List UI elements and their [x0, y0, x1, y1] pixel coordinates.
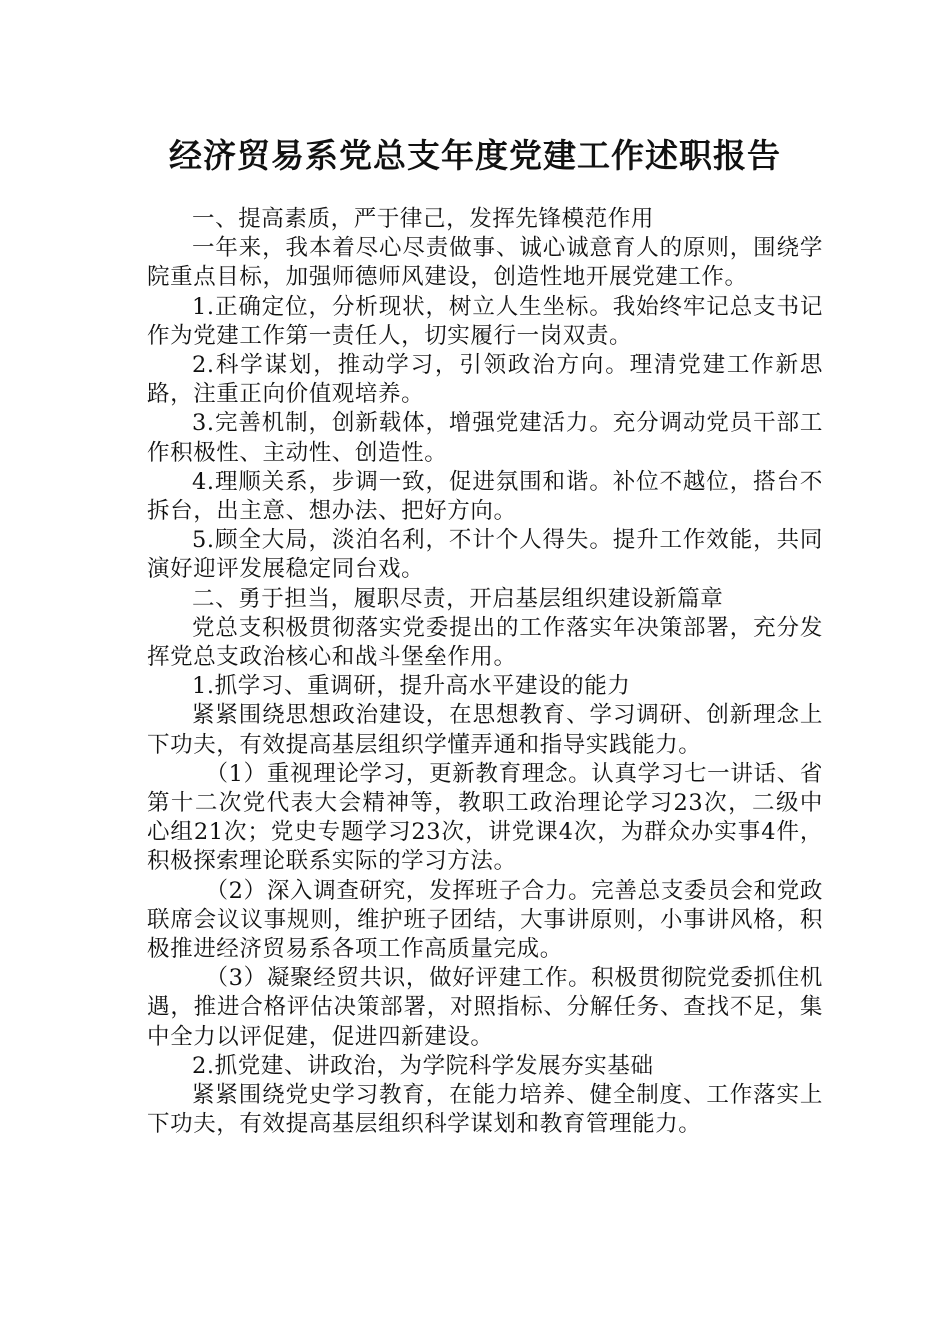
section-heading-1: 一、提高素质，严于律己，发挥先锋模范作用	[192, 206, 655, 232]
paragraph: （2）深入调查研究，发挥班子合力。完善总支委员会和党政联席会议议事规则，维护班子团结，大事讲原则，小事讲风格，积极推进经济贸易系各项工作高质量完成。	[147, 877, 823, 963]
subsection-heading: 2.抓党建、讲政治，为学院科学发展夯实基础	[192, 1052, 654, 1079]
paragraph: 3.完善机制，创新载体，增强党建活力。充分调动党员干部工作积极性、主动性、创造性。	[147, 410, 823, 466]
paragraph: （3）凝聚经贸共识，做好评建工作。积极贯彻院党委抓住机遇，推进合格评估决策部署，对照指标、分解任务、查找不足，集中全力以评促建，促进四新建设。	[147, 965, 823, 1050]
document-body	[147, 205, 823, 1140]
paragraph: （1）重视理论学习，更新教育理念。认真学习七一讲话、省第十二次党代表大会精神等，教职工政治理论学习23次，二级中心组21次；党史专题学习23次，讲党课4次，为群众办实事4件，积极探索理论联系实际的学习方法。	[147, 760, 823, 875]
paragraph: 党总支积极贯彻落实党委提出的工作落实年决策部署，充分发挥党总支政治核心和战斗堡垒作用。	[147, 614, 823, 671]
section-heading-2: 二、勇于担当，履职尽责，开启基层组织建设新篇章	[192, 585, 724, 612]
paragraph: 一年来，我本着尽心尽责做事、诚心诚意育人的原则，围绕学院重点目标，加强师德师风建设，创造性地开展党建工作。	[147, 235, 823, 291]
paragraph: 紧紧围绕思想政治建设，在思想教育、学习调研、创新理念上下功夫，有效提高基层组织学懂弄通和指导实践能力。	[147, 702, 823, 758]
document-title: 经济贸易系党总支年度党建工作述职报告	[169, 136, 781, 175]
paragraph: 4.理顺关系，步调一致，促进氛围和谐。补位不越位，搭台不拆台，出主意、想办法、把好方向。	[147, 468, 823, 525]
subsection-heading: 1.抓学习、重调研，提升高水平建设的能力	[192, 673, 631, 700]
paragraph: 5.顾全大局，淡泊名利，不计个人得失。提升工作效能，共同演好迎评发展稳定同台戏。	[147, 527, 823, 583]
paragraph: 1.正确定位，分析现状，树立人生坐标。我始终牢记总支书记作为党建工作第一责任人，切实履行一岗双责。	[147, 293, 823, 349]
paragraph: 紧紧围绕党史学习教育，在能力培养、健全制度、工作落实上下功夫，有效提高基层组织科学谋划和教育管理能力。	[147, 1082, 823, 1138]
paragraph: 2.科学谋划，推动学习，引领政治方向。理清党建工作新思路，注重正向价值观培养。	[147, 352, 823, 408]
